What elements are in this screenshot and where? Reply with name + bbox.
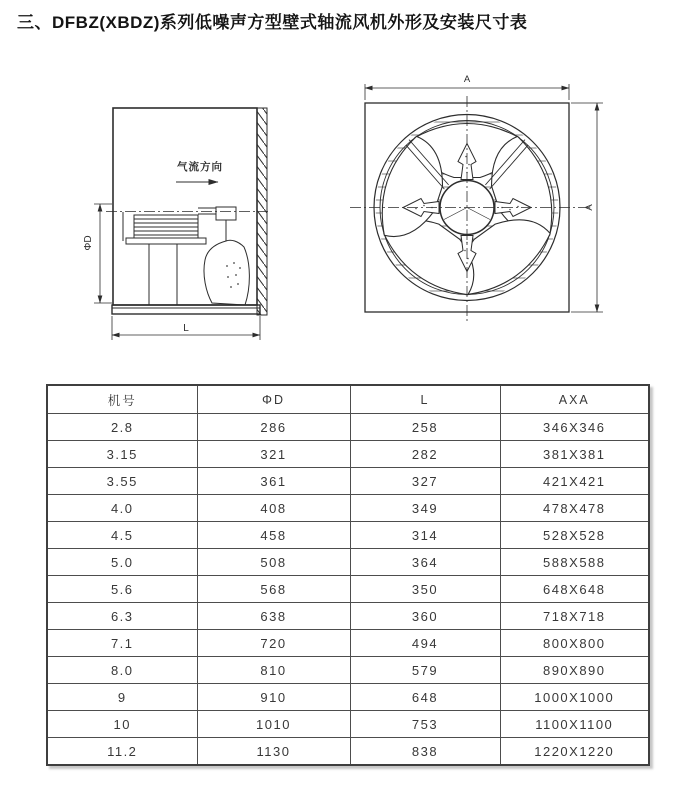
table-row bbox=[47, 711, 649, 738]
front-view-drawing bbox=[350, 84, 603, 322]
table-cell: 810 bbox=[197, 657, 350, 684]
table-cell: 327 bbox=[350, 468, 500, 495]
column-header-model: 机号 bbox=[47, 385, 197, 414]
diameter-dimension bbox=[94, 204, 112, 303]
length-dim-label: L bbox=[183, 323, 189, 334]
table-row bbox=[47, 657, 649, 684]
technical-drawings bbox=[0, 0, 700, 390]
table-cell: 1220X1220 bbox=[500, 738, 649, 766]
table-cell: 286 bbox=[197, 414, 350, 441]
table-cell: 381X381 bbox=[500, 441, 649, 468]
table-row bbox=[47, 468, 649, 495]
table-cell: 638 bbox=[197, 603, 350, 630]
table-cell: 282 bbox=[350, 441, 500, 468]
table-cell: 361 bbox=[197, 468, 350, 495]
base-plate bbox=[112, 305, 260, 314]
table-cell: 408 bbox=[197, 495, 350, 522]
table-cell: 421X421 bbox=[500, 468, 649, 495]
page-title: 三、DFBZ(XBDZ)系列低噪声方型壁式轴流风机外形及安装尺寸表 bbox=[17, 13, 528, 32]
table-cell: 579 bbox=[350, 657, 500, 684]
table-cell: 1010 bbox=[197, 711, 350, 738]
table-cell: 1100X1100 bbox=[500, 711, 649, 738]
table-cell: 360 bbox=[350, 603, 500, 630]
table-row bbox=[47, 630, 649, 657]
spec-table-body bbox=[47, 414, 649, 766]
table-cell: 508 bbox=[197, 549, 350, 576]
table-cell: 1130 bbox=[197, 738, 350, 766]
table-cell: 349 bbox=[350, 495, 500, 522]
table-cell: 11.2 bbox=[47, 738, 197, 766]
width-dim-label: A bbox=[463, 74, 471, 85]
table-cell: 718X718 bbox=[500, 603, 649, 630]
table-cell: 6.3 bbox=[47, 603, 197, 630]
table-cell: 648X648 bbox=[500, 576, 649, 603]
motor-fins bbox=[126, 215, 206, 244]
table-cell: 1000X1000 bbox=[500, 684, 649, 711]
table-cell: 568 bbox=[197, 576, 350, 603]
table-cell: 800X800 bbox=[500, 630, 649, 657]
table-cell: 4.0 bbox=[47, 495, 197, 522]
side-view-drawing bbox=[94, 108, 268, 340]
table-row bbox=[47, 522, 649, 549]
table-cell: 2.8 bbox=[47, 414, 197, 441]
table-cell: 10 bbox=[47, 711, 197, 738]
table-cell: 314 bbox=[350, 522, 500, 549]
table-row bbox=[47, 684, 649, 711]
column-header-diameter: ΦD bbox=[197, 385, 350, 414]
table-cell: 478X478 bbox=[500, 495, 649, 522]
fan-hub bbox=[198, 207, 236, 241]
table-cell: 838 bbox=[350, 738, 500, 766]
table-cell: 4.5 bbox=[47, 522, 197, 549]
height-dim-label: A bbox=[584, 204, 595, 211]
table-cell: 753 bbox=[350, 711, 500, 738]
table-cell: 910 bbox=[197, 684, 350, 711]
table-row bbox=[47, 414, 649, 441]
table-cell: 346X346 bbox=[500, 414, 649, 441]
motor-pedestal bbox=[149, 244, 177, 305]
airflow-direction-label: 气流方向 bbox=[177, 161, 223, 173]
table-cell: 528X528 bbox=[500, 522, 649, 549]
table-cell: 458 bbox=[197, 522, 350, 549]
fan-blade-side bbox=[204, 240, 249, 305]
table-row bbox=[47, 576, 649, 603]
table-header-row bbox=[47, 385, 649, 414]
table-cell: 258 bbox=[350, 414, 500, 441]
table-cell: 648 bbox=[350, 684, 500, 711]
dimensions-table bbox=[46, 384, 650, 766]
table-cell: 9 bbox=[47, 684, 197, 711]
table-cell: 8.0 bbox=[47, 657, 197, 684]
table-row bbox=[47, 738, 649, 766]
table-cell: 5.0 bbox=[47, 549, 197, 576]
table-cell: 720 bbox=[197, 630, 350, 657]
diameter-dim-label: ΦD bbox=[83, 235, 94, 251]
table-row bbox=[47, 441, 649, 468]
table-cell: 3.55 bbox=[47, 468, 197, 495]
column-header-axa: AXA bbox=[500, 385, 649, 414]
table-cell: 321 bbox=[197, 441, 350, 468]
table-cell: 890X890 bbox=[500, 657, 649, 684]
table-cell: 350 bbox=[350, 576, 500, 603]
column-header-length: L bbox=[350, 385, 500, 414]
table-cell: 494 bbox=[350, 630, 500, 657]
table-row bbox=[47, 549, 649, 576]
table-row bbox=[47, 603, 649, 630]
table-cell: 5.6 bbox=[47, 576, 197, 603]
table-cell: 3.15 bbox=[47, 441, 197, 468]
table-cell: 7.1 bbox=[47, 630, 197, 657]
table-cell: 588X588 bbox=[500, 549, 649, 576]
table-row bbox=[47, 495, 649, 522]
table-cell: 364 bbox=[350, 549, 500, 576]
